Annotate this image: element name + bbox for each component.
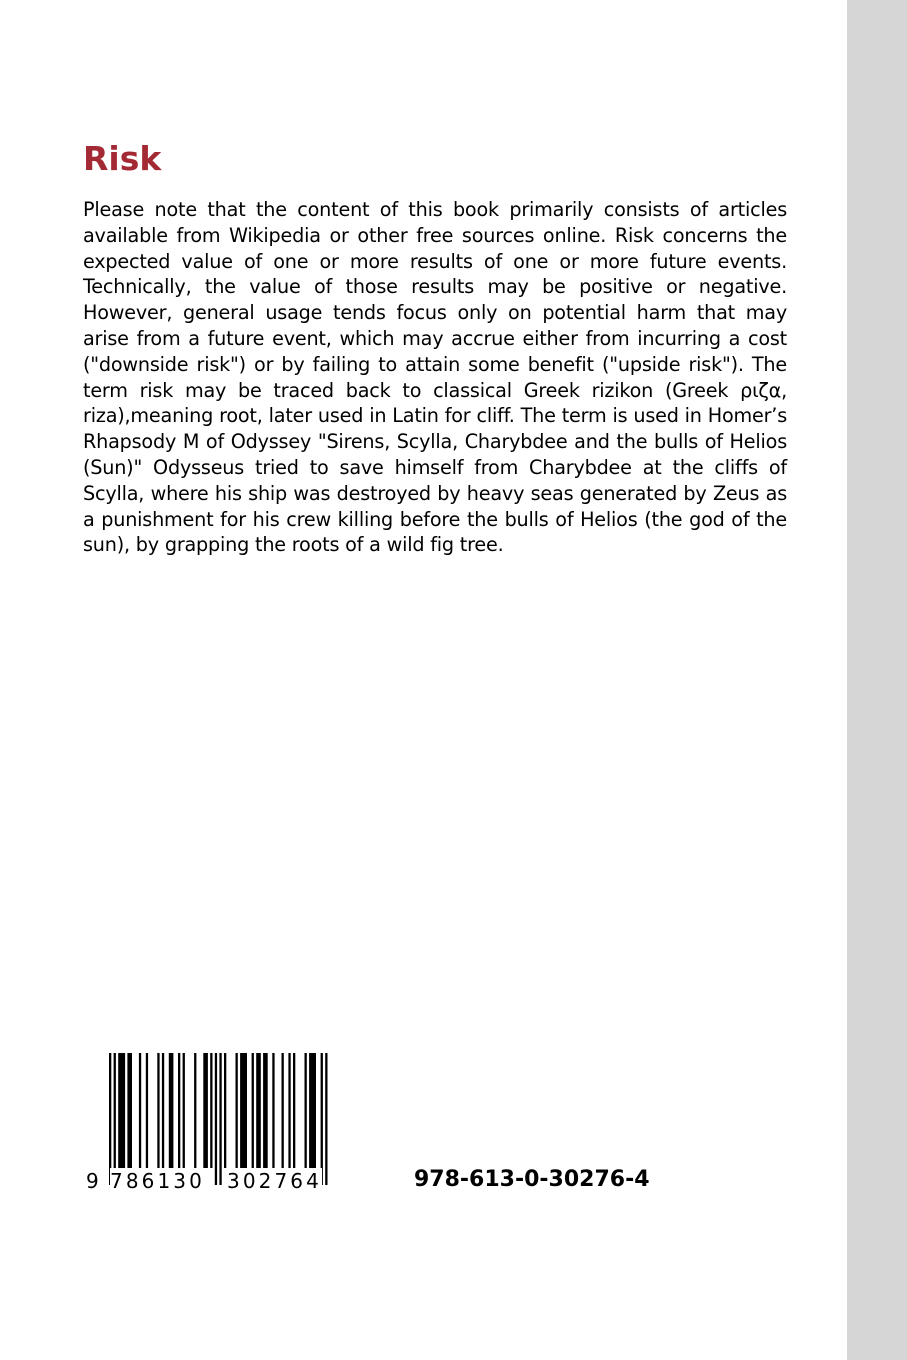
barcode-bar <box>288 1053 290 1168</box>
barcode-guard-bar <box>114 1053 116 1185</box>
barcode-guard-bar <box>219 1053 221 1185</box>
barcode-bar <box>203 1053 208 1168</box>
book-title: Risk <box>83 139 162 178</box>
barcode-bar <box>224 1053 226 1168</box>
barcode-digits <box>86 1168 348 1194</box>
barcode-bar <box>256 1053 261 1168</box>
barcode-bar <box>169 1053 174 1168</box>
barcode-bar <box>236 1053 238 1168</box>
barcode-guard-bar <box>109 1053 111 1185</box>
barcode-guard-bar <box>325 1053 327 1185</box>
barcode-bar <box>194 1053 196 1168</box>
spine-strip <box>847 0 907 1360</box>
barcode-bar <box>178 1053 180 1168</box>
barcode-bar <box>157 1053 159 1168</box>
barcode-bar <box>309 1053 316 1168</box>
barcode-bar <box>240 1053 247 1168</box>
barcode-bar <box>146 1053 148 1168</box>
barcode-bar <box>282 1053 284 1168</box>
barcode-bar <box>272 1053 274 1168</box>
barcode-first-digit: 9 <box>86 1169 99 1193</box>
barcode-guard-bar <box>215 1053 217 1185</box>
barcode-bar <box>139 1053 141 1168</box>
barcode-guard-bar <box>321 1053 323 1185</box>
barcode-right-group: 302764 <box>227 1169 322 1193</box>
barcode-bar <box>118 1053 125 1168</box>
barcode-bar <box>162 1053 164 1168</box>
barcode-bar <box>293 1053 295 1168</box>
barcode-bar <box>183 1053 185 1168</box>
barcode-bar <box>305 1053 307 1168</box>
barcode-bar <box>127 1053 132 1168</box>
barcode-bar <box>263 1053 268 1168</box>
barcode-left-group: 786130 <box>110 1169 205 1193</box>
barcode-bar <box>252 1053 254 1168</box>
isbn-number: 978-613-0-30276-4 <box>414 1167 650 1192</box>
barcode-bar <box>210 1053 212 1168</box>
book-description: Please note that the content of this book primarily consists of articles available from Wikipedia or other free sources online. Risk concerns the expected value of one or more results of one or more future events. Technically, the value of those results may be positive or negative. However, general usage tends focus only on potential harm that may arise from a future event, which may accrue either from incurring a cost ("downside risk") or by failing to attain some benefit ("upside risk"). The term risk may be traced back to classical Greek rizikon (Greek ριζα, riza),meaning root, later used in Latin for cliff. The term is used in Homer’s Rhapsody M of Odyssey "Sirens, Scylla, Charybdee and the bulls of Helios (Sun)" Odysseus tried to save himself from Charybdee at the cliffs of Scylla, where his ship was destroyed by heavy seas generated by Zeus as a punishment for his crew killing before the bulls of Helios (the god of the sun), by grapping the roots of a wild fig tree. <box>83 198 787 557</box>
